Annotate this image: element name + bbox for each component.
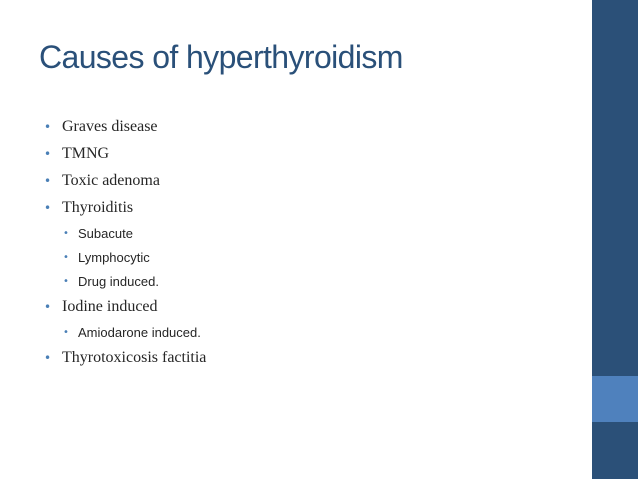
bullet-list [44,117,564,375]
bullet-dot-icon: • [44,147,52,161]
bullet-dot-icon: • [63,252,69,263]
sub-list-item-text: Subacute [78,226,133,241]
bullet-dot-icon: • [63,327,69,338]
sidebar-decoration [592,0,638,479]
sub-list-item [44,249,564,266]
sidebar-accent-block [592,376,638,422]
list-item-text: Thyroiditis [62,199,134,216]
sub-list-item [44,324,564,341]
sub-list-item-text: Drug induced. [78,274,159,289]
bullet-dot-icon: • [44,351,52,365]
sub-list-item-text: Lymphocytic [78,250,150,265]
list-item [44,117,564,137]
bullet-dot-icon: • [44,300,52,314]
list-item [44,171,564,191]
bullet-dot-icon: • [44,201,52,215]
bullet-dot-icon: • [44,174,52,188]
list-item [44,144,564,164]
list-item [44,348,564,368]
list-item-text: TMNG [62,145,110,162]
list-item [44,198,564,218]
sub-list-item [44,225,564,242]
slide-title: Causes of hyperthyroidism [39,39,403,75]
list-item-text: Toxic adenoma [62,172,160,189]
list-item-text: Thyrotoxicosis factitia [62,349,207,366]
bullet-dot-icon: • [44,120,52,134]
list-item-text: Iodine induced [62,298,158,315]
bullet-dot-icon: • [63,228,69,239]
sub-list-item-text: Amiodarone induced. [78,325,201,340]
bullet-dot-icon: • [63,276,69,287]
list-item [44,297,564,317]
list-item-text: Graves disease [62,118,158,135]
sub-list-item [44,273,564,290]
